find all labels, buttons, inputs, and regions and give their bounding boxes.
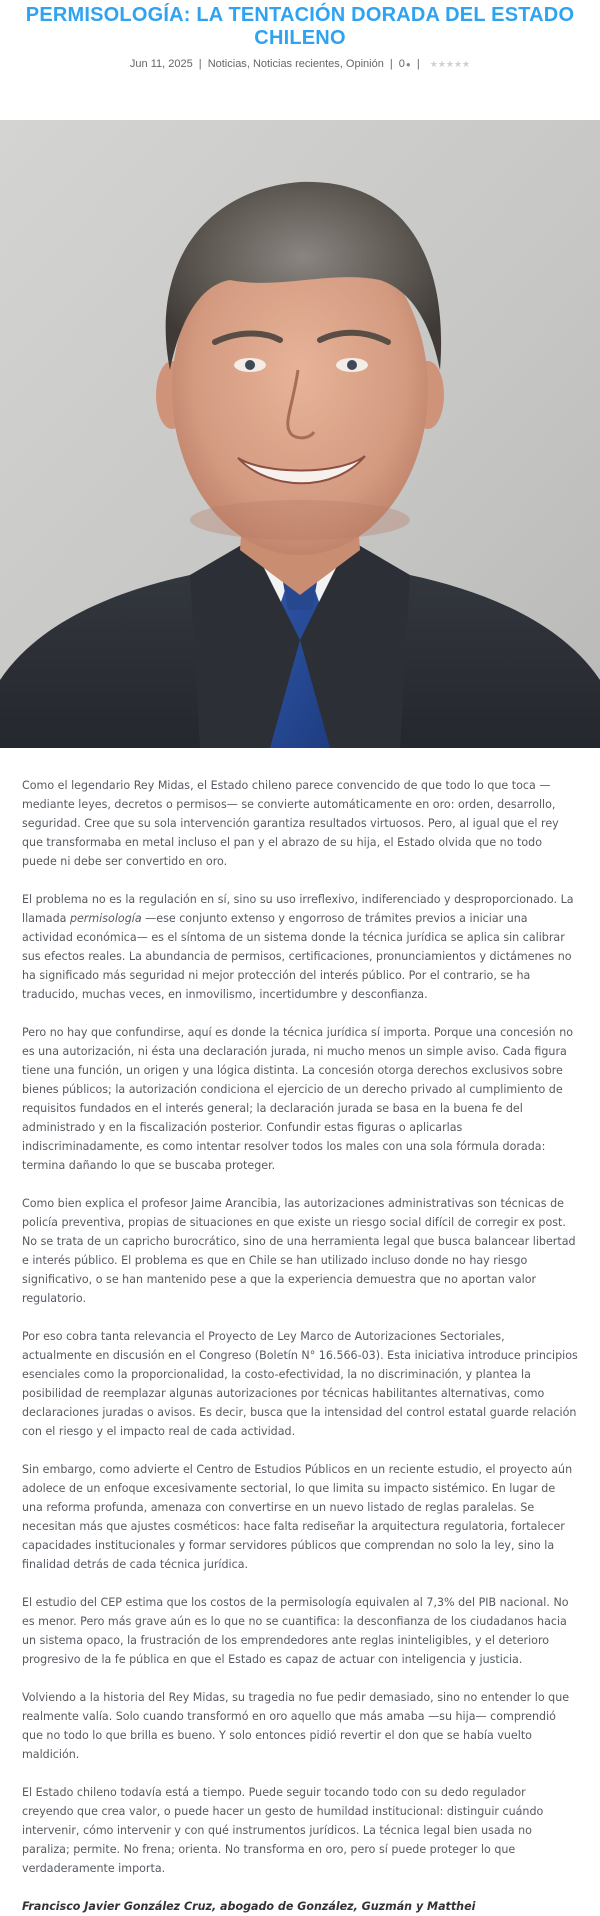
paragraph: Por eso cobra tanta relevancia el Proyecto de Ley Marco de Autorizaciones Sectoriales, actualmente en discusión en el Congreso (Boletín N° 16.566-03). Esta iniciativa introduce principios esenciales como la proporcionalidad, la costo-efectividad, la no discriminación, y plantea la posibilidad de reemplazar algunas autorizaciones por técnicas habilitantes alternativas, como declaraciones juradas o avisos. Es decir, busca que la intensidad del control estatal guarde relación con el riesgo y el impacto real de cada actividad. bbox=[22, 1330, 578, 1438]
paragraph bbox=[22, 890, 578, 1004]
author-signature: Francisco Javier González Cruz, abogado de González, Guzmán y Matthei bbox=[22, 1900, 476, 1913]
post-header bbox=[0, 0, 600, 116]
paragraph-text: —ese conjunto extenso y engorroso de trámites previos a iniciar una actividad económica— es el síntoma de un sistema donde la técnica jurídica se aplica sin calibrar sus efectos reales. La abundancia de permisos, certificaciones, pronunciamientos y dictámenes no ha significado más seguridad ni mejor protección del interés público. Por el contrario, se ha traducido, muchas veces, en inmovilismo, incertidumbre y desconfianza. bbox=[22, 912, 572, 1001]
category-link-noticias[interactable]: Noticias bbox=[207, 58, 247, 70]
post-date: Jun 11, 2025 bbox=[129, 58, 193, 70]
meta-separator: | bbox=[198, 58, 202, 70]
article-body bbox=[0, 748, 600, 1916]
featured-image bbox=[0, 120, 600, 748]
paragraph: Pero no hay que confundirse, aquí es donde la técnica jurídica sí importa. Porque una concesión no es una autorización, ni ésta una declaración jurada, ni mucho menos un simple aviso. Cada figura tiene una función, un origen y una lógica distinta. La concesión otorga derechos exclusivos sobre bienes públicos; la autorización condiciona el ejercicio de un derecho privado al cumplimiento de requisitos fundados en el interés general; la declaración jurada se basa en la buena fe del administrado y en la fiscalización posterior. Confundir estas figuras o aplicarlas indiscriminadamente, es como intentar resolver todos los males con una sola fórmula dorada: termina dañando lo que se buscaba proteger. bbox=[22, 1026, 574, 1172]
category-separator: , bbox=[246, 58, 250, 70]
post-meta bbox=[20, 58, 580, 70]
paragraph: Volviendo a la historia del Rey Midas, su tragedia no fue pedir demasiado, sino no entender lo que realmente valía. Solo cuando transformó en oro aquello que más amaba —su hija— comprendió que no todo lo que brilla es bueno. Y solo entonces pidió revertir el don que se había vuelto maldición. bbox=[22, 1691, 570, 1761]
paragraph: El Estado chileno todavía está a tiempo. Puede seguir tocando todo con su dedo regulador creyendo que crea valor, o puede hacer un gesto de humildad institucional: distinguir cuándo intervenir, cómo intervenir y con qué instrumentos jurídicos. La técnica legal bien usada no paraliza; permite. No frena; orienta. No transforma en oro, pero sí puede proteger lo que verdaderamente importa. bbox=[22, 1786, 544, 1875]
portrait-photo bbox=[0, 120, 600, 748]
rating-stars-icon: ★★★★★ bbox=[429, 59, 471, 69]
paragraph: Como el legendario Rey Midas, el Estado chileno parece convencido de que todo lo que toca —mediante leyes, decretos o permisos— se convierte automáticamente en oro: orden, desarrollo, seguridad. Cree que su sola intervención garantiza resultados virtuosos. Pero, al igual que el rey que transformaba en metal incluso el pan y el abrazo de su hija, el Estado olvida que no todo puede ni debe ser convertido en oro. bbox=[22, 779, 559, 868]
comments-link[interactable] bbox=[399, 58, 411, 70]
post-title: PERMISOLOGÍA: LA TENTACIÓN DORADA DEL ESTADO CHILENO bbox=[25, 4, 575, 49]
emphasis-text: permisología bbox=[69, 912, 142, 925]
paragraph: Sin embargo, como advierte el Centro de Estudios Públicos en un reciente estudio, el proyecto aún adolece de un enfoque excesivamente sectorial, lo que limita su impacto sistémico. En lugar de una reforma profunda, amenaza con convertirse en un nuevo listado de reglas paralelas. Se necesitan más que ajustes cosméticos: hace falta rediseñar la arquitectura regulatoria, fortalecer capacidades institucionales y formar servidores públicos que comprendan no solo la ley, sino la finalidad detrás de cada técnica jurídica. bbox=[22, 1463, 573, 1571]
meta-separator: | bbox=[389, 58, 393, 70]
paragraph-text: El problema no es la regulación en sí, sino su uso irreflexivo, indiferenciado y desproporcionado. La llamada bbox=[22, 893, 574, 925]
paragraph: Como bien explica el profesor Jaime Arancibia, las autorizaciones administrativas son técnicas de policía preventiva, propias de situaciones en que existe un riesgo social difícil de corregir ex post. No se trata de un capricho burocrático, sino de una herramienta legal que busca balancear libertad e interés público. El problema es que en Chile se han utilizado incluso donde no hay riesgo significativo, o se han mantenido pese a que la experiencia demuestra que no aportan valor regulatorio. bbox=[22, 1197, 576, 1305]
category-link-opinion[interactable]: Opinión bbox=[345, 58, 384, 70]
category-separator: , bbox=[339, 58, 343, 70]
paragraph: El estudio del CEP estima que los costos de la permisología equivalen al 7,3% del PIB nacional. No es menor. Pero más grave aún es lo que no se cuantifica: la desconfianza de los ciudadanos hacia un sistema opaco, la frustración de los emprendedores ante reglas ininteligibles, y el deterioro progresivo de la fe pública en que el Estado es capaz de actuar con inteligencia y justicia. bbox=[22, 1596, 569, 1666]
comment-bubble-icon: ● bbox=[405, 60, 411, 69]
meta-separator: | bbox=[416, 58, 420, 70]
category-link-noticias-recientes[interactable]: Noticias recientes bbox=[252, 58, 340, 70]
comments-count: 0 bbox=[398, 58, 405, 70]
